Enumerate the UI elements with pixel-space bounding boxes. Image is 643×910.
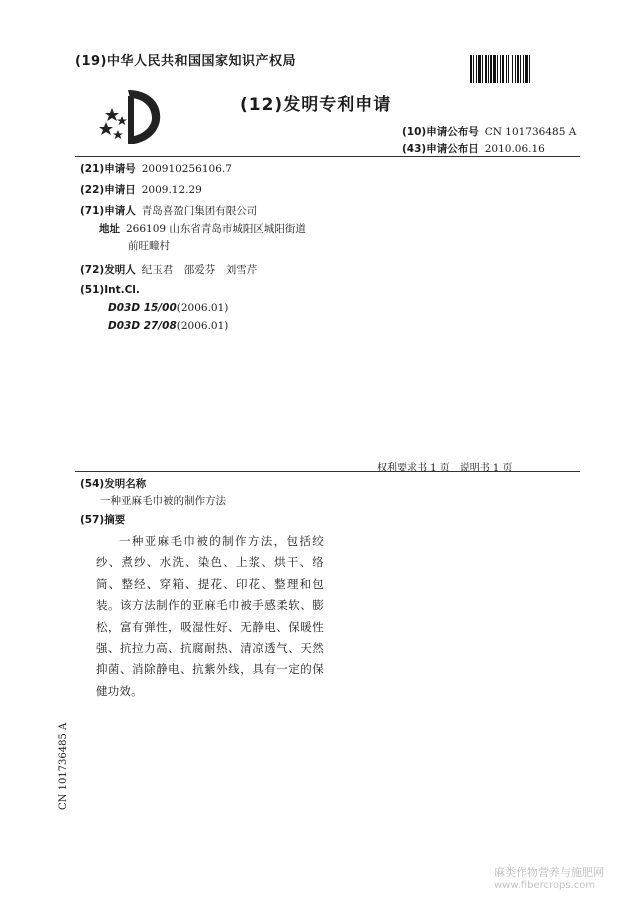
header-divider	[75, 156, 580, 157]
abstract-label	[80, 512, 131, 527]
ipc-class-1-code: D03D 15/00	[108, 302, 177, 314]
application-number-label: (21)申请号	[80, 163, 136, 175]
applicant-row	[80, 203, 257, 218]
side-publication-number: CN 101736485 A	[58, 722, 69, 810]
publication-date-value: 2010.06.16	[484, 143, 545, 155]
applicant-label: (71)申请人	[80, 205, 136, 217]
ipc-class-2	[108, 320, 228, 332]
ipc-class-1	[108, 302, 228, 314]
sipo-logo	[98, 86, 170, 146]
application-date-row	[80, 182, 202, 197]
ipc-class-2-code: D03D 27/08	[108, 320, 177, 332]
invention-title-label-text: (54)发明名称	[80, 478, 147, 490]
abstract-divider	[75, 471, 580, 472]
abstract-text: 一种亚麻毛巾被的制作方法，包括绞纱、煮纱、水洗、染色、上浆、烘干、络筒、整经、穿箱、提花、印花、整理和包装。该方法制作的亚麻毛巾被手感柔软、膨松，富有弹性，吸湿性好、无静电、保暖性强、抗拉力高、抗腐耐热、清凉透气、天然抑菌、消除静电、抗紫外线，具有一定的保健功效。	[96, 534, 324, 698]
ipc-class-1-version: (2006.01)	[176, 302, 229, 314]
address-line-2: 前旺疃村	[128, 240, 170, 252]
abstract-label-text: (57)摘要	[80, 514, 126, 526]
address-label: 地址	[99, 223, 120, 235]
document-type: (12)发明专利申请	[240, 95, 392, 115]
intcl-row	[80, 284, 146, 296]
publication-number-row	[402, 124, 576, 139]
address-row	[99, 221, 306, 236]
invention-title: 一种亚麻毛巾被的制作方法	[100, 495, 226, 507]
pages-info: 权利要求书 1 页 说明书 1 页	[377, 463, 513, 474]
office-name: (19)中华人民共和国国家知识产权局	[75, 54, 296, 69]
application-number-value: 200910256106.7	[141, 163, 232, 175]
inventor-label: (72)发明人	[80, 264, 136, 276]
address-line-1: 266109 山东省青岛市城阳区城阳街道	[126, 223, 306, 235]
publication-date-row	[402, 141, 545, 156]
ipc-class-2-version: (2006.01)	[176, 320, 229, 332]
publication-number-label: (10)申请公布号	[402, 126, 479, 138]
intcl-label: (51)Int.Cl.	[80, 284, 140, 296]
inventor-value: 纪玉君 邵爱芬 刘雪芹	[141, 264, 258, 276]
application-date-label: (22)申请日	[80, 184, 136, 196]
watermark-url: www.fibercrops.com	[494, 880, 596, 891]
applicant-value: 青岛喜盈门集团有限公司	[141, 205, 258, 217]
application-number-row	[80, 161, 232, 176]
application-date-value: 2009.12.29	[141, 184, 202, 196]
publication-date-label: (43)申请公布日	[402, 143, 479, 155]
barcode	[470, 55, 566, 83]
watermark-site-name: 麻类作物营养与施肥网	[494, 866, 604, 879]
inventor-row	[80, 262, 257, 277]
invention-title-label	[80, 476, 152, 491]
publication-number-value: CN 101736485 A	[484, 126, 577, 138]
